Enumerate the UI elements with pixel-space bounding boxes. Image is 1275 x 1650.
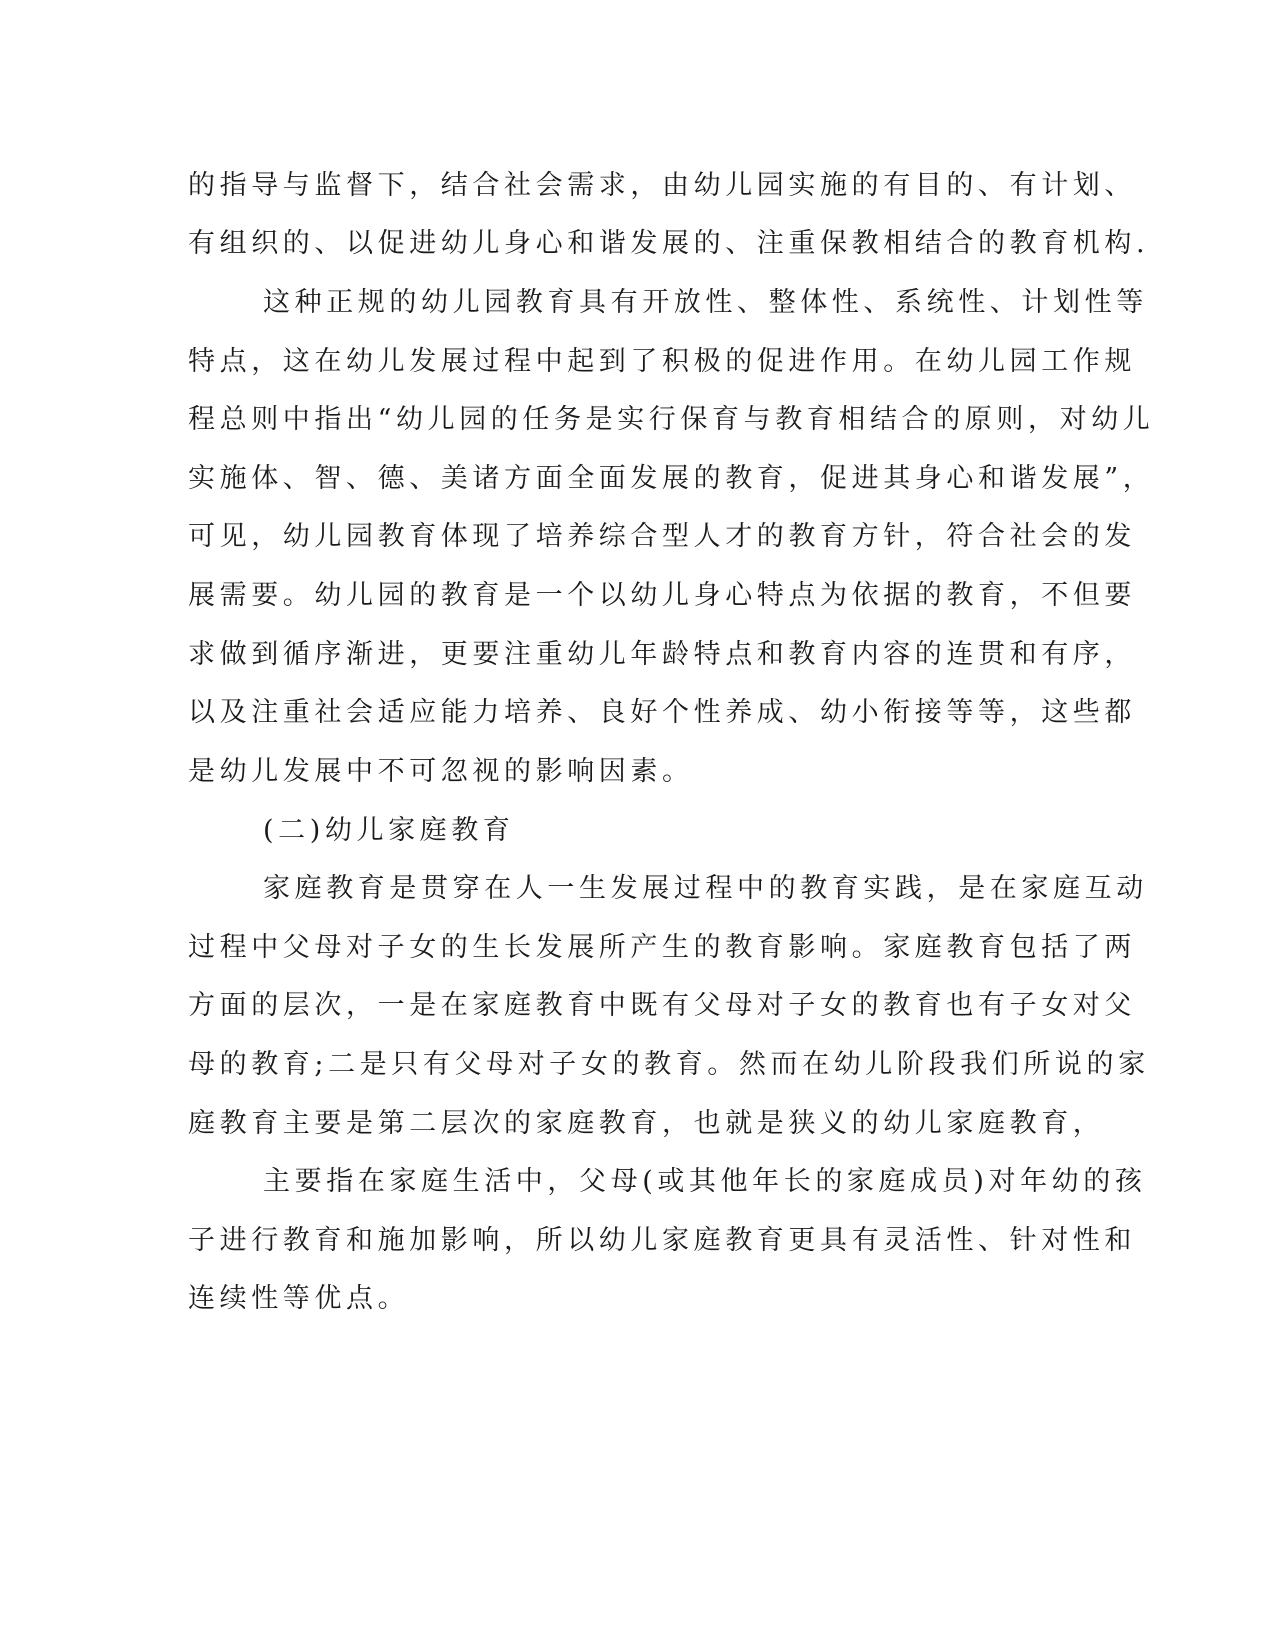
text-line: 子进行教育和施加影响，所以幼儿家庭教育更具有灵活性、针对性和 bbox=[188, 1225, 1136, 1256]
text-line: 有组织的、以促进幼儿身心和谐发展的、注重保教相结合的教育机构. bbox=[188, 228, 1150, 259]
paragraph-start-line: 主要指在家庭生活中，父母(或其他年长的家庭成员)对年幼的孩 bbox=[263, 1166, 1147, 1197]
text-line: 是幼儿发展中不可忽视的影响因素。 bbox=[188, 756, 694, 787]
text-line: 求做到循序渐进，更要注重幼儿年龄特点和教育内容的连贯和有序， bbox=[188, 639, 1136, 670]
section-heading: (二)幼儿家庭教育 bbox=[263, 815, 515, 846]
text-line: 特点，这在幼儿发展过程中起到了积极的促进作用。在幼儿园工作规 bbox=[188, 346, 1136, 377]
text-line: 实施体、智、德、美诸方面全面发展的教育，促进其身心和谐发展”， bbox=[188, 463, 1155, 494]
text-line: 展需要。幼儿园的教育是一个以幼儿身心特点为依据的教育，不但要 bbox=[188, 580, 1136, 611]
text-line: 程总则中指出“幼儿园的任务是实行保育与教育相结合的原则，对幼儿 bbox=[188, 404, 1155, 435]
text-line: 庭教育主要是第二层次的家庭教育，也就是狭义的幼儿家庭教育， bbox=[188, 1108, 1105, 1139]
text-line: 可见，幼儿园教育体现了培养综合型人才的教育方针，符合社会的发 bbox=[188, 521, 1136, 552]
text-line: 母的教育;二是只有父母对子女的教育。然而在幼儿阶段我们所说的家 bbox=[188, 1049, 1150, 1080]
paragraph-start-line: 家庭教育是贯穿在人一生发展过程中的教育实践，是在家庭互动 bbox=[263, 873, 1148, 904]
text-line: 连续性等优点。 bbox=[188, 1283, 410, 1314]
text-line: 的指导与监督下，结合社会需求，由幼儿园实施的有目的、有计划、 bbox=[188, 170, 1136, 201]
text-line: 以及注重社会适应能力培养、良好个性养成、幼小衔接等等，这些都 bbox=[188, 697, 1136, 728]
text-line: 过程中父母对子女的生长发展所产生的教育影响。家庭教育包括了两 bbox=[188, 932, 1136, 963]
paragraph-start-line: 这种正规的幼儿园教育具有开放性、整体性、系统性、计划性等 bbox=[263, 287, 1148, 318]
text-line: 方面的层次，一是在家庭教育中既有父母对子女的教育也有子女对父 bbox=[188, 990, 1136, 1021]
